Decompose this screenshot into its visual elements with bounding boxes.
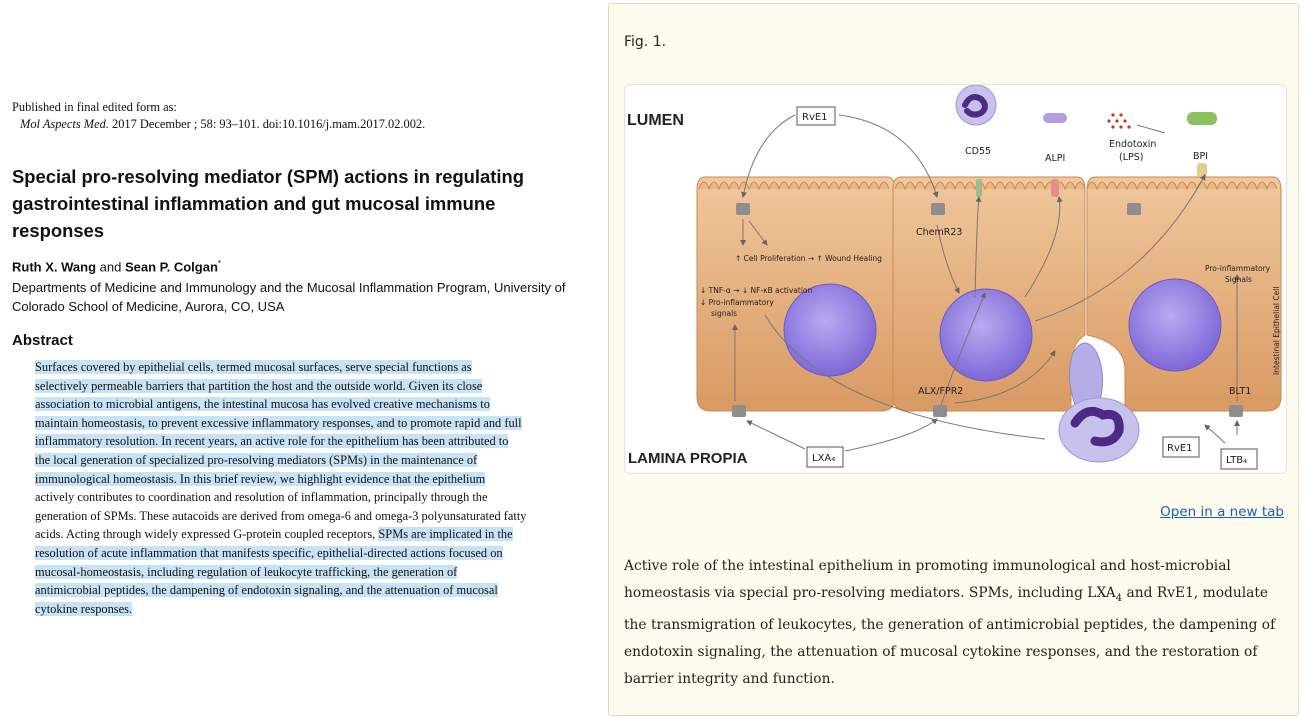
abstract-line: resolution of acute inflammation that manifests specific, epithelial-directed actions focused on (35, 545, 503, 560)
label-chemr23: ChemR23 (916, 227, 963, 238)
label-bpi: BPI (1193, 151, 1209, 162)
label-signals-right: Signals (1225, 275, 1252, 284)
figure-image[interactable] (624, 84, 1287, 474)
authors (12, 259, 221, 274)
label-blt1: BLT1 (1229, 386, 1252, 397)
publication-info (12, 99, 425, 133)
abstract-heading: Abstract (12, 332, 73, 349)
abstract-text (35, 358, 575, 618)
paper-title: Special pro-resolving mediator (SPM) actions in regulating gastrointestinal inflammation and gut mucosal immune responses (12, 166, 524, 241)
label-cell-proliferation: ↑ Cell Proliferation → ↑ Wound Healing (735, 254, 882, 263)
figure-label: Fig. 1. (624, 34, 667, 50)
citation (12, 116, 425, 133)
label-cd55: CD55 (965, 146, 992, 157)
abstract-line: selectively permeable barriers that partition the host and the outside world. Given its close (35, 378, 483, 393)
journal-name: Mol Aspects Med. (20, 117, 109, 131)
published-label: Published in final edited form as: (12, 100, 177, 114)
epithelium-diagram (625, 85, 1286, 473)
abstract-line: antimicrobial peptides, the dampening of endotoxin signaling, and the attenuation of mucosal (35, 583, 498, 598)
label-lps: (LPS) (1119, 152, 1144, 163)
label-lumen: LUMEN (627, 112, 684, 129)
abstract-line: acids. Acting through widely expressed G-protein coupled receptors, SPMs are implicated in the (35, 527, 513, 542)
abstract-line: mucosal-homeostasis, including regulation of leukocyte trafficking, the generation of (35, 564, 458, 579)
corresponding-mark[interactable]: * (217, 259, 222, 268)
citation-details: 2017 December ; 58: 93–101. doi:10.1016/j.mam.2017.02.002. (108, 117, 426, 131)
neutrophil-lumen (956, 85, 996, 125)
endotoxin-dots (1107, 113, 1130, 128)
label-ltb4: LTB₄ (1226, 455, 1248, 466)
epithelial-cell-middle (893, 177, 1085, 411)
figure-caption: Active role of the intestinal epithelium in promoting immunological and host-microbial homeostasis via special pro-resolving mediators. SPMs, including $LXA_4$ and RvE1, modulate the transmigration of leukocytes, the generation of antimicrobial peptides, the dampening of endotoxin signaling, the attenuation of mucosal cytokine responses, and the restoration of barrier integrity and function. (624, 558, 1276, 687)
bacterium-icon (1187, 112, 1217, 125)
label-alpi: ALPI (1045, 153, 1066, 164)
label-tnf: ↓ TNF-α → ↓ NF-κB activation (700, 286, 813, 295)
label-lxa4: LXA₄ (812, 453, 836, 464)
abstract-line: actively contributes to coordination and resolution of inflammation, principally through the (35, 490, 488, 505)
label-endotoxin: Endotoxin (1109, 139, 1157, 150)
epithelial-cell-right (1087, 177, 1281, 411)
abstract-line: maintain homeostasis, to prevent excessive inflammatory responses, and to promote rapid and full (35, 415, 522, 430)
label-alx-fpr2: ALX/FPR2 (918, 386, 964, 397)
abstract-line: association to microbial antigens, the intestinal mucosa has evolved creative mechanisms to (35, 397, 490, 412)
affiliation: Departments of Medicine and Immunology and the Mucosal Inflammation Program, University of Colorado School of Medicine, Aurora, CO, USA (12, 280, 566, 314)
abstract-line: inflammatory resolution. In recent years, an active role for the epithelium has been attributed to (35, 434, 509, 449)
abstract-line: immunological homeostasis. In this brief review, we highlight evidence that the epithelium (35, 471, 486, 486)
abstract-line: the local generation of specialized pro-resolving mediators (SPMs) in the maintenance of (35, 452, 478, 467)
label-proinflammatory-left: ↓ Pro-inflammatory (700, 298, 774, 307)
label-proinflammatory-right: Pro-inflammatory (1205, 264, 1271, 273)
label-rve1: RvE1 (802, 112, 828, 123)
bacterium-icon (1043, 113, 1067, 123)
abstract-line: generation of SPMs. These autacoids are derived from omega-6 and omega-3 polyunsaturated fatty (35, 508, 527, 523)
abstract-line: Surfaces covered by epithelial cells, termed mucosal surfaces, serve special functions as (35, 360, 472, 374)
author-conjunction: and (96, 259, 125, 275)
abstract-line: cytokine responses. (35, 601, 133, 616)
label-lamina-propria: LAMINA PROPIA (628, 450, 748, 467)
author-name[interactable]: Sean P. Colgan (124, 259, 218, 275)
label-rve1-bottom: RvE1 (1167, 443, 1193, 454)
open-in-new-tab-link[interactable]: Open in a new tab (1160, 504, 1284, 520)
label-iec: Intestinal Epithelial Cell (1272, 286, 1281, 375)
label-signals-left: signals (711, 309, 738, 318)
author-name[interactable]: Ruth X. Wang (12, 259, 97, 275)
